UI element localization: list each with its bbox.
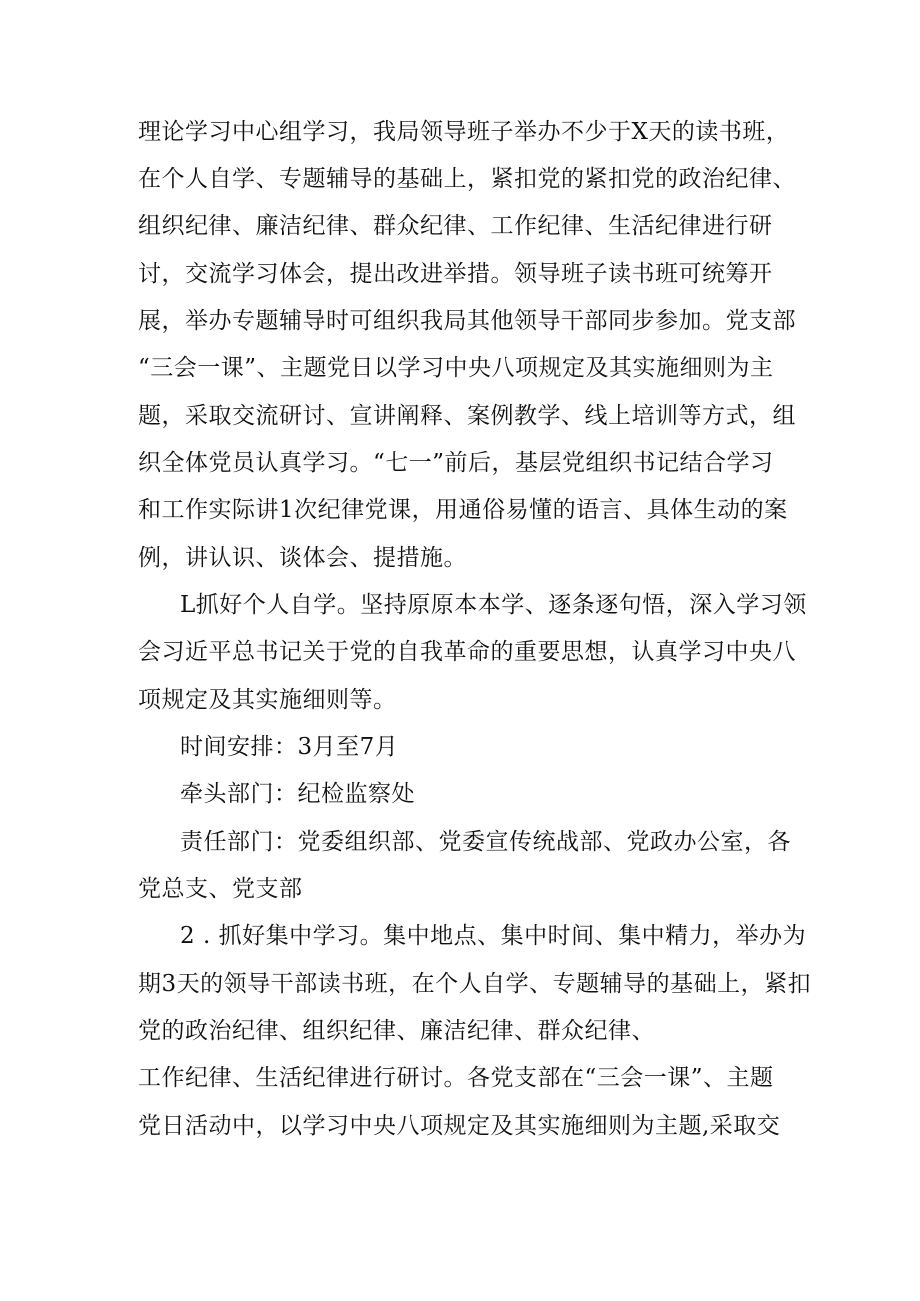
text-line: 例，讲认识、谈体会、提措施。 bbox=[138, 545, 467, 571]
text-line: 和工作实际讲1次纪律党课，用通俗易懂的语言、具体生动的案 bbox=[138, 497, 788, 523]
text-line: “三会一课”、主题党日以学习中央八项规定及其实施细则为主 bbox=[138, 355, 774, 381]
text-line: 织全体党员认真学习。“七一”前后，基层党组织书记结合学习 bbox=[138, 450, 774, 476]
text-line: 党的政治纪律、组织纪律、廉洁纪律、群众纪律、 bbox=[138, 1018, 655, 1044]
text-line: 2 . 抓好集中学习。集中地点、集中时间、集中精力，举办为 bbox=[180, 923, 807, 949]
text-line: 讨，交流学习体会，提出改进举措。领导班子读书班可统筹开 bbox=[138, 261, 773, 287]
text-line: 党日活动中，以学习中央八项规定及其实施细则为主题,采取交 bbox=[138, 1113, 781, 1139]
text-line: 责任部门：党委组织部、党委宣传统战部、党政办公室，各 bbox=[180, 829, 791, 855]
text-line: 时间安排：3月至7月 bbox=[180, 734, 399, 760]
text-line: 项规定及其实施细则等。 bbox=[138, 687, 397, 713]
text-line: 题，采取交流研讨、宣讲阐释、案例教学、线上培训等方式，组 bbox=[138, 403, 796, 429]
text-line: L抓好个人自学。坚持原原本本学、逐条逐句悟，深入学习领 bbox=[180, 592, 807, 618]
text-line: 党总支、党支部 bbox=[138, 876, 303, 902]
text-line: 理论学习中心组学习，我局领导班子举办不少于X天的读书班， bbox=[138, 119, 790, 145]
text-line: 在个人自学、专题辅导的基础上，紧扣党的紧扣党的政治纪律、 bbox=[138, 166, 796, 192]
text-line: 牵头部门：纪检监察处 bbox=[180, 781, 415, 807]
text-line: 工作纪律、生活纪律进行研讨。各党支部在“三会一课”、主题 bbox=[138, 1065, 774, 1091]
text-line: 展，举办专题辅导时可组织我局其他领导干部同步参加。党支部 bbox=[138, 308, 796, 334]
text-line: 会习近平总书记关于党的自我革命的重要思想，认真学习中央八 bbox=[138, 639, 796, 665]
text-line: 期3天的领导干部读书班，在个人自学、专题辅导的基础上，紧扣 bbox=[138, 971, 812, 997]
text-line: 组织纪律、廉洁纪律、群众纪律、工作纪律、生活纪律进行研 bbox=[138, 213, 773, 239]
